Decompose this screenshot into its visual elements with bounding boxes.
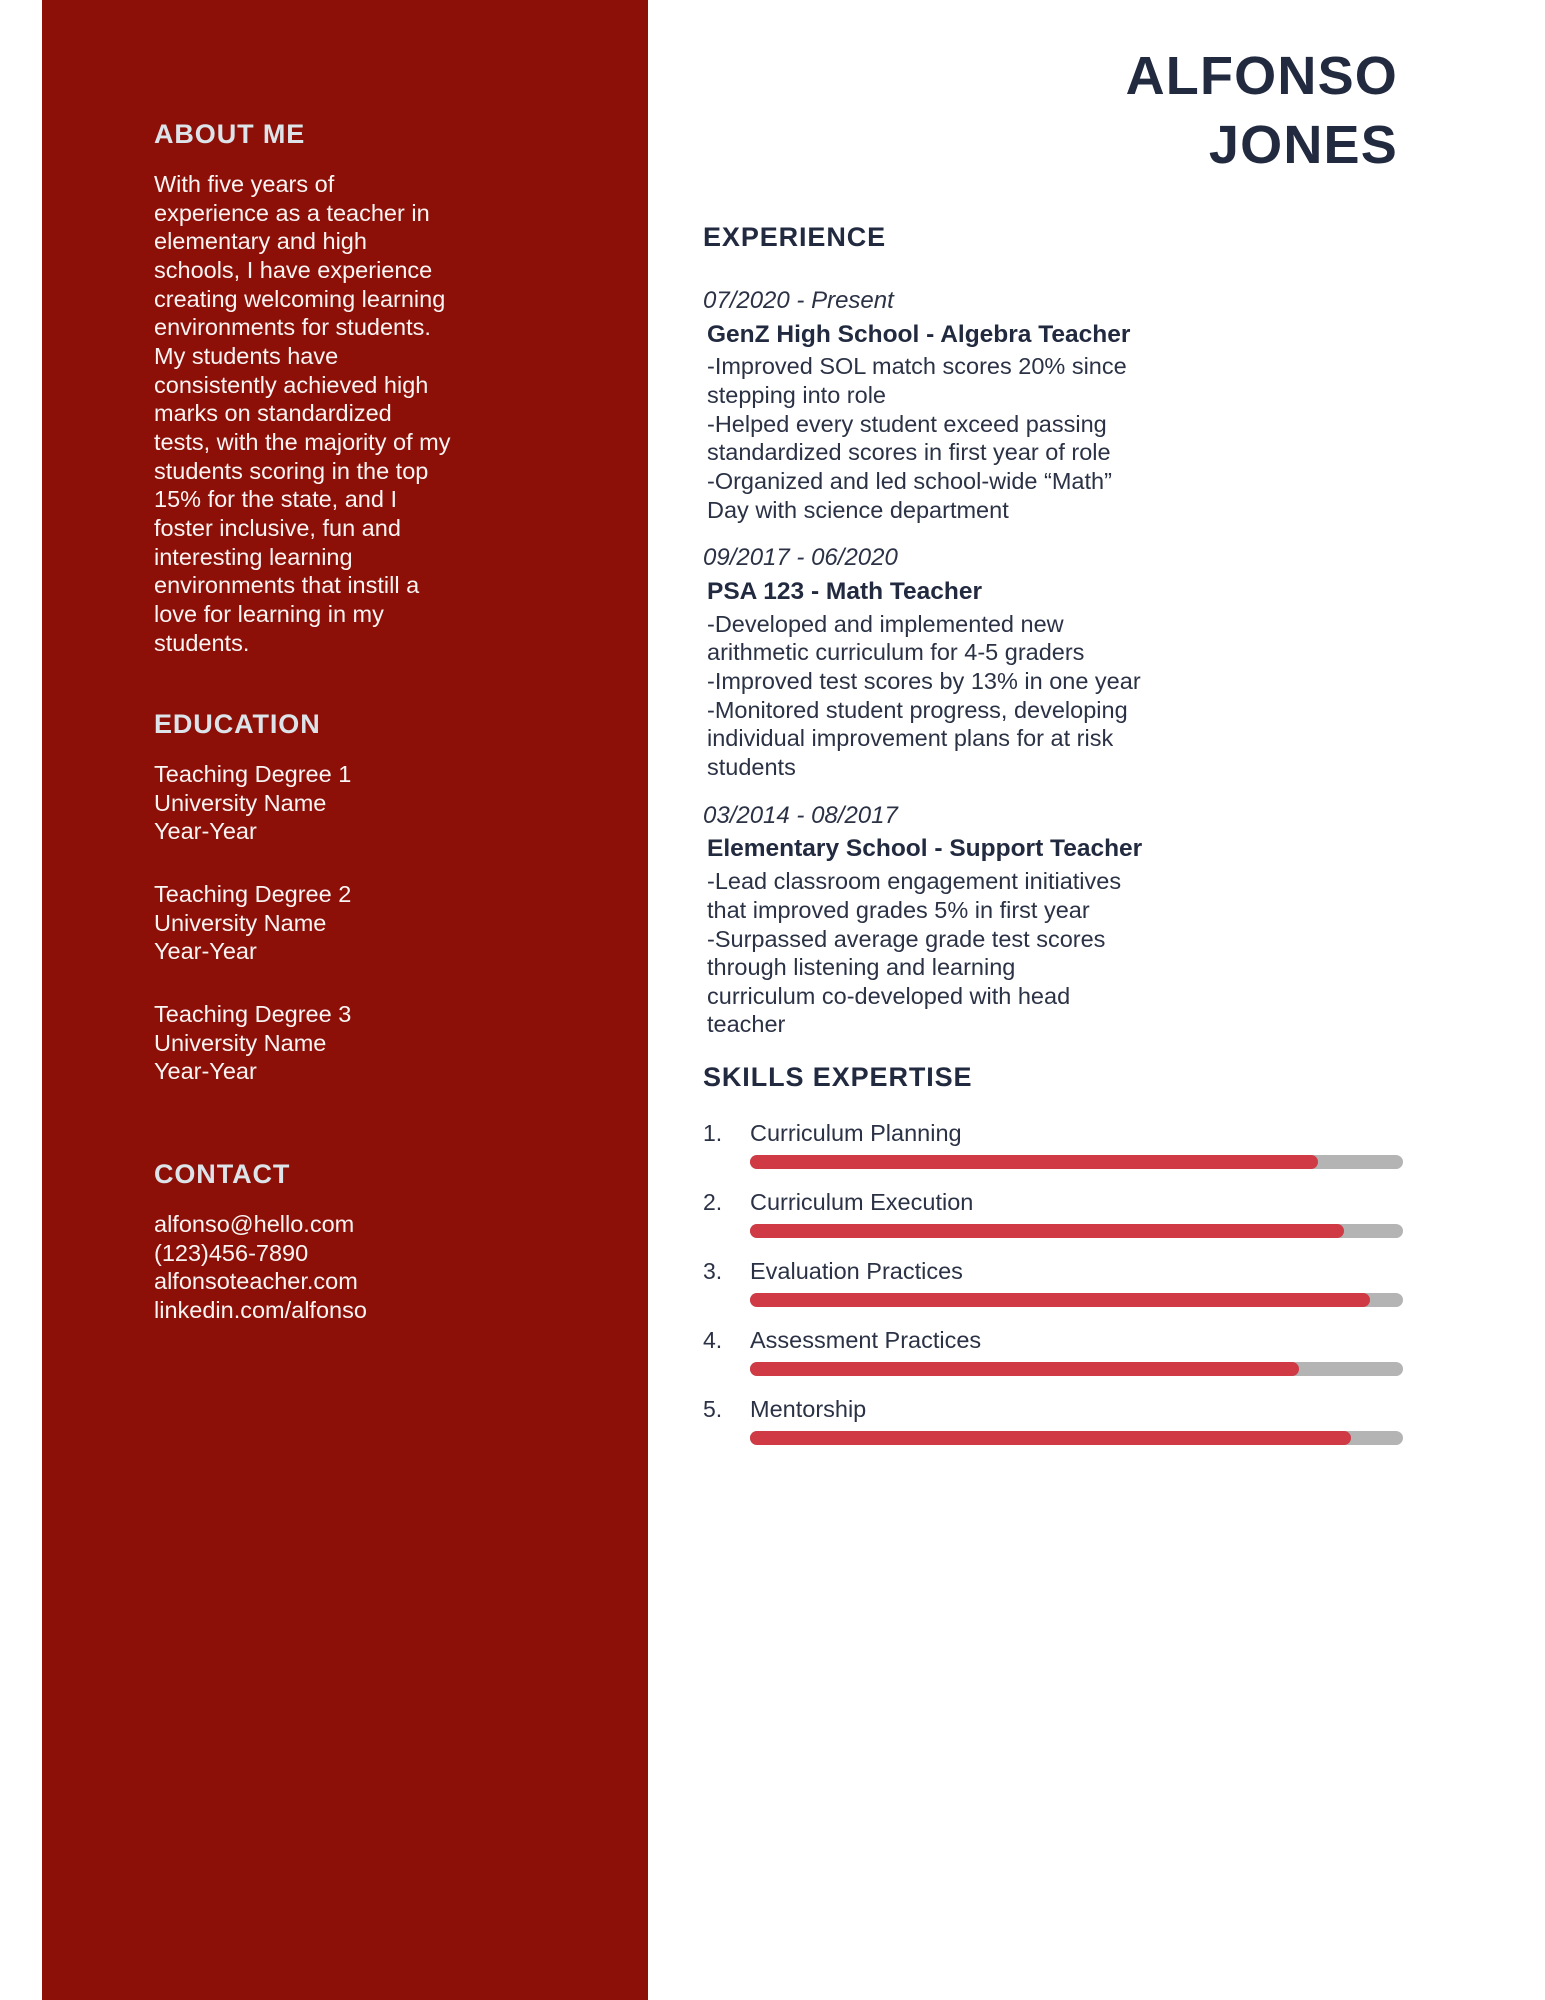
page-title xyxy=(648,42,1398,180)
experience-entry xyxy=(703,542,1153,781)
skill-progress-track xyxy=(750,1224,1403,1238)
contact-line[interactable]: (123)456-7890 xyxy=(154,1239,309,1266)
job-bullet: -Improved test scores by 13% in one year xyxy=(707,668,1141,695)
main-panel xyxy=(648,0,1545,2000)
job-title: GenZ High School - Algebra Teacher xyxy=(707,320,1131,348)
job-bullet: arithmetic curriculum for 4-5 graders xyxy=(707,639,1085,666)
skill-progress-fill xyxy=(750,1155,1318,1169)
skill-progress-fill xyxy=(750,1431,1351,1445)
education-entry xyxy=(154,760,484,846)
job-bullet-list xyxy=(703,610,1153,782)
skill-label-line xyxy=(703,1120,1403,1147)
job-title: Elementary School - Support Teacher xyxy=(707,835,1143,863)
skill-number: 4. xyxy=(703,1327,723,1353)
skill-progress-track xyxy=(750,1155,1403,1169)
experience-list xyxy=(703,285,1153,1039)
skill-progress-fill xyxy=(750,1362,1299,1376)
education-heading: EDUCATION xyxy=(154,709,321,739)
job-bullet: -Surpassed average grade test scores xyxy=(707,925,1106,952)
contact-list xyxy=(154,1210,484,1325)
job-bullet: that improved grades 5% in first year xyxy=(707,896,1090,923)
skill-label-line xyxy=(703,1396,1403,1423)
contact-line[interactable]: alfonsoteacher.com xyxy=(154,1268,358,1295)
skill-name: Assessment Practices xyxy=(750,1327,982,1353)
skill-progress-track xyxy=(750,1362,1403,1376)
skill-number: 1. xyxy=(703,1120,723,1146)
skill-number: 5. xyxy=(703,1396,723,1422)
education-entry xyxy=(154,880,484,966)
contact-heading: CONTACT xyxy=(154,1159,291,1189)
contact-line[interactable]: alfonso@hello.com xyxy=(154,1211,355,1237)
last-name: JONES xyxy=(1208,115,1398,176)
education-degree: Teaching Degree 3 xyxy=(154,1000,352,1027)
about-me-heading: ABOUT ME xyxy=(154,119,306,149)
education-entry xyxy=(154,1000,484,1086)
job-bullet: stepping into role xyxy=(707,382,886,409)
job-bullet: curriculum co-developed with head xyxy=(707,982,1071,1009)
education-university: University Name xyxy=(154,909,327,936)
job-bullet: standardized scores in first year of role xyxy=(707,439,1111,466)
job-bullet: -Improved SOL match scores 20% since xyxy=(707,353,1127,380)
skill-label-line xyxy=(703,1258,1403,1285)
job-bullet: Day with science department xyxy=(707,496,1009,523)
education-university: University Name xyxy=(154,789,327,816)
job-bullet: students xyxy=(707,754,796,781)
skill-number: 2. xyxy=(703,1189,723,1215)
skill-name: Curriculum Planning xyxy=(750,1120,962,1146)
experience-entry xyxy=(703,800,1153,1039)
skill-label-line xyxy=(703,1189,1403,1216)
skill-progress-fill xyxy=(750,1224,1344,1238)
experience-heading: EXPERIENCE xyxy=(703,222,887,252)
skill-progress-track xyxy=(750,1431,1403,1445)
skill-name: Mentorship xyxy=(750,1396,867,1422)
job-bullet: -Lead classroom engagement initiatives xyxy=(707,868,1122,895)
education-degree: Teaching Degree 2 xyxy=(154,880,352,907)
contact-line[interactable]: linkedin.com/alfonso xyxy=(154,1296,367,1323)
skills-expertise-heading: SKILLS EXPERTISE xyxy=(703,1062,973,1092)
job-bullet: -Developed and implemented new xyxy=(707,610,1064,637)
job-bullet-list xyxy=(703,352,1153,524)
skill-row xyxy=(703,1120,1403,1169)
experience-entry xyxy=(703,285,1153,524)
skill-number: 3. xyxy=(703,1258,723,1284)
skill-name: Evaluation Practices xyxy=(750,1258,963,1284)
education-years: Year-Year xyxy=(154,818,257,845)
skill-progress-fill xyxy=(750,1293,1370,1307)
skill-progress-track xyxy=(750,1293,1403,1307)
skill-row xyxy=(703,1189,1403,1238)
sidebar-panel xyxy=(42,0,648,2000)
job-dates: 09/2017 - 06/2020 xyxy=(703,544,898,572)
skill-row xyxy=(703,1258,1403,1307)
about-me-text: With five years of experience as a teacher in elementary and high schools, I have experience creating welcoming learning environments for students. My students have consistently achieved high marks on standardized tests, with the majority of my students scoring in the top 15% for the state, and I foster inclusive, fun and interesting learning environments that instill a love for learning in my students. xyxy=(154,171,451,656)
job-title: PSA 123 - Math Teacher xyxy=(707,578,983,606)
first-name: ALFONSO xyxy=(1125,46,1398,106)
job-bullet: teacher xyxy=(707,1011,786,1038)
skill-label-line xyxy=(703,1327,1403,1354)
job-bullet: -Monitored student progress, developing xyxy=(707,696,1128,723)
job-bullet: -Organized and led school-wide “Math” xyxy=(707,468,1112,495)
skill-name: Curriculum Execution xyxy=(750,1189,974,1215)
skill-row xyxy=(703,1396,1403,1445)
job-dates: 07/2020 - Present xyxy=(703,287,894,314)
skill-row xyxy=(703,1327,1403,1376)
job-dates: 03/2014 - 08/2017 xyxy=(703,801,898,829)
job-bullet: individual improvement plans for at risk xyxy=(707,725,1114,752)
education-years: Year-Year xyxy=(154,938,257,965)
job-bullet: -Helped every student exceed passing xyxy=(707,410,1107,437)
job-bullet: through listening and learning xyxy=(707,954,1016,981)
job-bullet-list xyxy=(703,867,1153,1039)
education-university: University Name xyxy=(154,1029,327,1056)
education-degree: Teaching Degree 1 xyxy=(154,761,352,787)
education-years: Year-Year xyxy=(154,1058,257,1085)
skills-list xyxy=(703,1120,1403,1445)
education-list xyxy=(154,760,484,1086)
